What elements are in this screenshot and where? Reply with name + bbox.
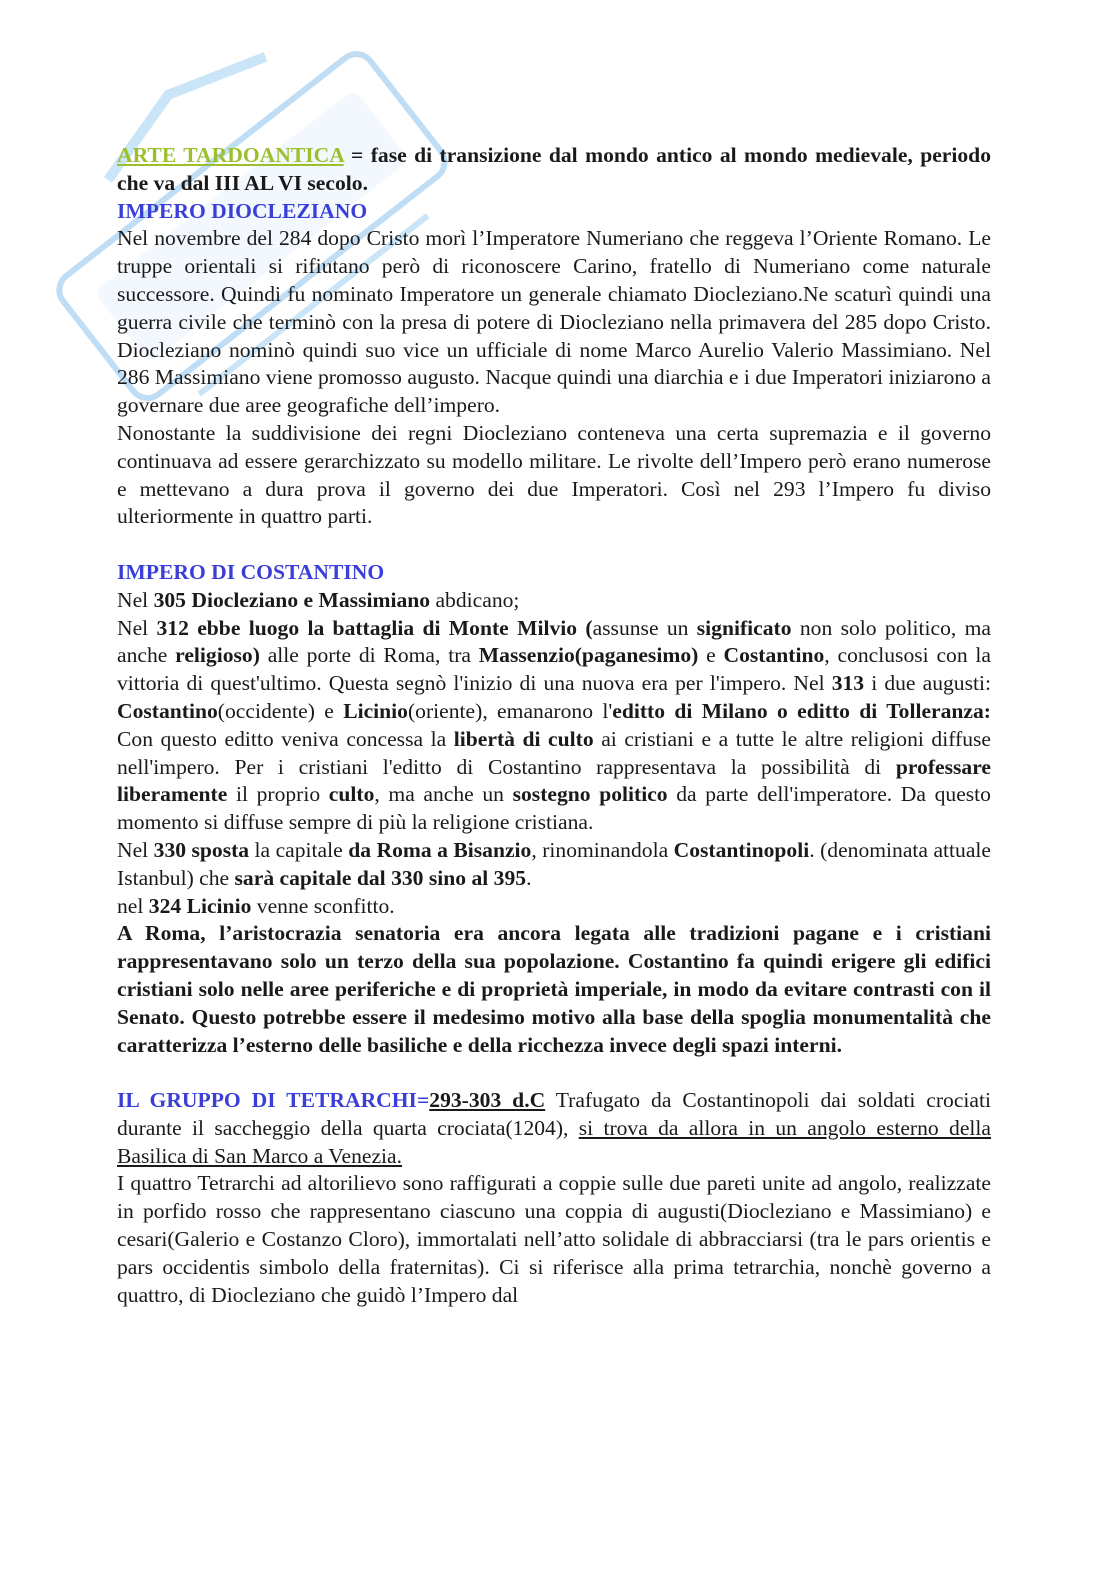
text-run: , rinominandola bbox=[531, 837, 674, 862]
text-run: abdicano; bbox=[430, 587, 520, 612]
text-run: il proprio bbox=[227, 782, 329, 807]
costantino-paragraph-5 bbox=[117, 920, 991, 1059]
text-run-bold: sarà capitale dal 330 sino al 395 bbox=[234, 865, 527, 890]
text-run-bold: da Roma a Bisanzio bbox=[348, 837, 532, 862]
text-run: la capitale bbox=[249, 837, 349, 862]
text-run-underlined: si trova da allora in un angolo esterno della Basilica di San Marco a Venezia. bbox=[117, 1115, 991, 1168]
text-run: (oriente), emanarono l' bbox=[407, 698, 613, 723]
text-run-bold: 313 bbox=[831, 671, 865, 696]
tetrarchi-dates: 293-303 d.C bbox=[429, 1088, 546, 1113]
tetrarchi-paragraph-2: I quattro Tetrarchi ad altorilievo sono raffigurati a coppie sulle due pareti unite ad angolo, realizzate in porfido rosso che rappresentano ciascuno una coppia di augusti(Diocleziano e Massimiano) e cesari(Galerio e Costanzo Cloro), immortalati nell’atto solidale di abbracciarsi (tra le pars orientis e pars occidentis simbolo della fraternitas). Ci si riferisce alla prima tetrarchia, nonchè governo a quattro, di Diocleziano che guidò l’Impero dal bbox=[117, 1171, 991, 1307]
text-run-bold: culto bbox=[328, 782, 375, 807]
text-run-bold: 324 Licinio bbox=[148, 893, 252, 918]
heading-costantino: IMPERO DI COSTANTINO bbox=[117, 559, 385, 584]
text-run-bold: Licinio bbox=[343, 698, 408, 723]
costantino-paragraph-3 bbox=[117, 837, 991, 893]
text-run-bold: sostegno politico bbox=[512, 782, 668, 807]
text-run: . bbox=[526, 865, 532, 890]
text-run-bold: religioso) bbox=[175, 643, 260, 668]
text-run-bold: 330 sposta bbox=[153, 837, 250, 862]
text-run: (occidente) e bbox=[217, 698, 344, 723]
heading-tetrarchi: IL GRUPPO DI TETRARCHI= bbox=[117, 1088, 430, 1113]
text-run: Nel bbox=[117, 615, 157, 640]
diocleziano-paragraph-2: Nonostante la suddivisione dei regni Diocleziano conteneva una certa supremazia e il governo continuava ad essere gerarchizzato su modello militare. Le rivolte dell’Impero però erano numerose e mettevano a dura prova il governo dei due Imperatori. Così nel 293 l’Impero fu diviso ulteriormente in quattro parti. bbox=[117, 420, 991, 529]
text-run: , ma anche un bbox=[374, 782, 513, 807]
text-run: ai cristiani e a tutte le altre religioni diffuse nell'impero. Per i cristiani l'editto di Costantino rappresentava la possibilità di bbox=[117, 726, 991, 779]
costantino-paragraph-2 bbox=[117, 615, 991, 837]
text-run: . (denominata attuale Istanbul) che bbox=[117, 837, 992, 890]
tetrarchi-paragraph-1 bbox=[117, 1087, 991, 1170]
costantino-line-1 bbox=[117, 587, 991, 615]
text-run-bold: libertà di culto bbox=[453, 726, 594, 751]
text-run-bold: editto di Milano o editto di Tolleranza: bbox=[612, 698, 992, 723]
text-run-bold: Costantinopoli bbox=[673, 837, 810, 862]
text-run: i due augusti: bbox=[864, 671, 991, 696]
text-run: Trafugato da Costantinopoli dai soldati crociati durante il saccheggio della quarta crociata(1204), bbox=[117, 1088, 992, 1140]
text-run: e bbox=[698, 643, 724, 668]
text-run: assunse un bbox=[592, 615, 697, 640]
text-run: alle porte di Roma, tra bbox=[259, 643, 479, 668]
text-run: , conclusosi con la vittoria di quest'ultimo. Questa segnò l'inizio di una nuova era per l'impero. Nel bbox=[117, 643, 992, 696]
intro-definition: = fase di transizione dal mondo antico al mondo medievale, periodo che va dal III AL VI secolo. bbox=[117, 143, 991, 195]
text-run-bold: professare liberamente bbox=[117, 754, 991, 807]
text-run-bold: Costantino bbox=[723, 643, 825, 668]
text-run: Con questo editto veniva concessa la bbox=[117, 726, 454, 751]
text-run-bold: Massenzio(paganesimo) bbox=[478, 643, 699, 668]
text-run: da parte dell'imperatore. Da questo momento si diffuse sempre di più la religione cristiana. bbox=[117, 782, 991, 835]
text-run: venne sconfitto. bbox=[251, 893, 395, 918]
text-run: nel bbox=[117, 893, 149, 918]
text-run: Nel bbox=[117, 587, 154, 612]
heading-diocleziano: IMPERO DIOCLEZIANO bbox=[117, 198, 368, 223]
document-body bbox=[117, 142, 991, 1309]
text-run-bold: significato bbox=[696, 615, 792, 640]
text-run-bold: A Roma, l’aristocrazia senatoria era ancora legata alle tradizioni pagane e i cristiani rappresentavano solo un terzo della sua popolazione. Costantino fa quindi erigere gli edifici cristiani solo nelle aree periferiche e di proprietà imperiale, in modo da evitare contrasti con il Senato. Questo potrebbe essere il medesimo motivo alla base della spoglia monumentalità che caratterizza l’esterno delle basiliche e della ricchezza invece degli spazi interni. bbox=[117, 921, 991, 1057]
text-run-bold: 312 ebbe luogo la battaglia di Monte Milvio ( bbox=[156, 615, 593, 640]
spacer bbox=[117, 531, 991, 559]
diocleziano-paragraph-1: Nel novembre del 284 dopo Cristo morì l’Imperatore Numeriano che reggeva l’Oriente Romano. Le truppe orientali si rifiutano però di riconoscere Carino, fratello di Numeriano come naturale successore. Quindi fu nominato Imperatore un generale chiamato Diocleziano.Ne scaturì quindi una guerra civile che terminò con la presa di potere di Diocleziano nella primavera del 285 dopo Cristo. Diocleziano nominò quindi suo vice un ufficiale di nome Marco Aurelio Valerio Massimiano. Nel 286 Massimiano viene promosso augusto. Nacque quindi una diarchia e i due Imperatori iniziarono a governare due aree geografiche dell’impero. bbox=[117, 226, 991, 418]
intro-paragraph bbox=[117, 142, 991, 198]
text-run-bold: Costantino bbox=[117, 698, 218, 723]
costantino-paragraph-4 bbox=[117, 893, 991, 921]
spacer bbox=[117, 1059, 991, 1087]
text-run: Nel bbox=[117, 837, 154, 862]
text-run-bold: 305 Diocleziano e Massimiano bbox=[153, 587, 431, 612]
main-title: ARTE TARDOANTICA bbox=[117, 143, 344, 167]
text-run: non solo politico, ma anche bbox=[117, 615, 991, 668]
